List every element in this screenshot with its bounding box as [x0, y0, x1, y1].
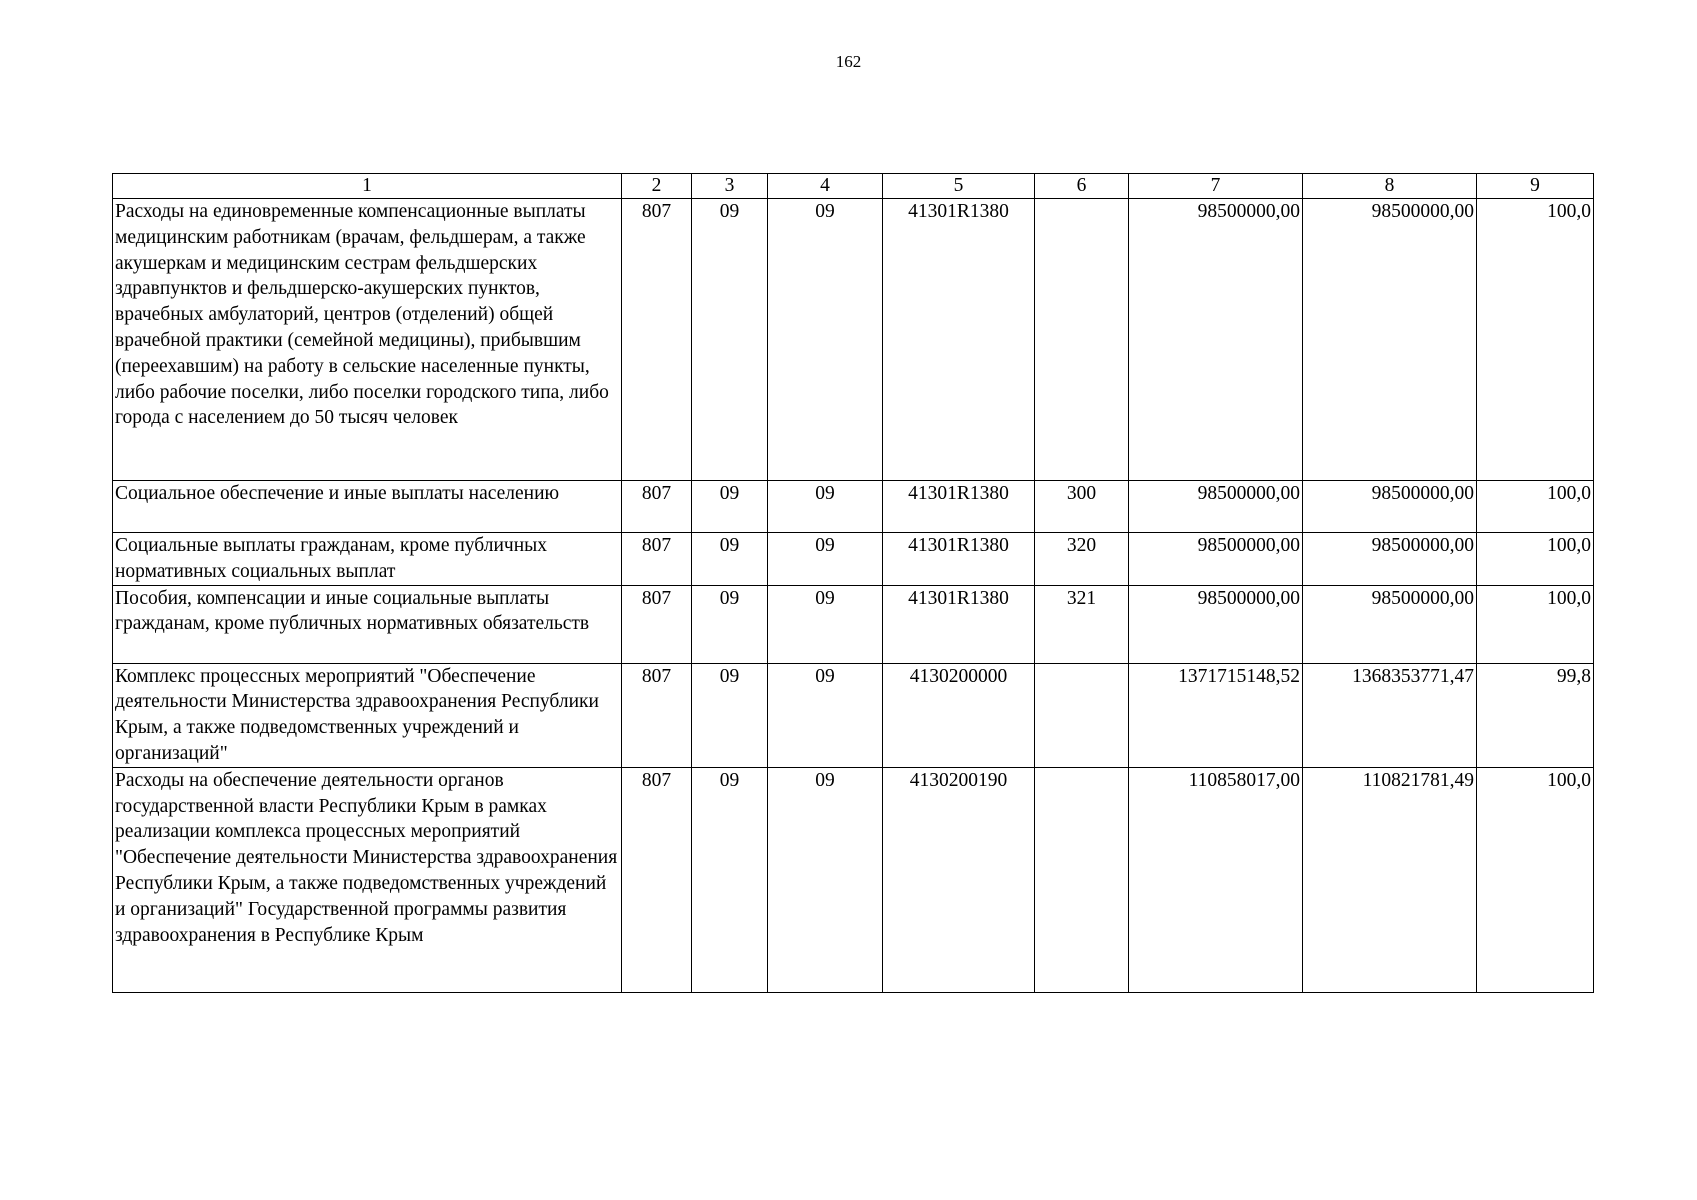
row-section: 09 [692, 199, 768, 481]
page-number: 162 [835, 52, 862, 71]
row-planned: 98500000,00 [1129, 199, 1303, 481]
header-cell: 9 [1477, 174, 1594, 199]
row-code: 807 [622, 663, 692, 767]
row-expense-type [1035, 767, 1129, 992]
row-target-item: 41301R1380 [883, 199, 1035, 481]
table-row [113, 481, 1594, 533]
row-executed: 110821781,49 [1303, 767, 1477, 992]
row-expense-type: 320 [1035, 533, 1129, 586]
row-code: 807 [622, 533, 692, 586]
row-executed: 98500000,00 [1303, 199, 1477, 481]
row-target-item: 4130200190 [883, 767, 1035, 992]
header-cell: 2 [622, 174, 692, 199]
row-code: 807 [622, 481, 692, 533]
row-code: 807 [622, 767, 692, 992]
header-cell: 1 [113, 174, 622, 199]
row-executed: 98500000,00 [1303, 481, 1477, 533]
row-subsection: 09 [768, 481, 883, 533]
header-cell: 3 [692, 174, 768, 199]
row-percent: 99,8 [1477, 663, 1594, 767]
table-row [113, 663, 1594, 767]
row-subsection: 09 [768, 663, 883, 767]
row-target-item: 41301R1380 [883, 481, 1035, 533]
row-planned: 98500000,00 [1129, 533, 1303, 586]
row-executed: 98500000,00 [1303, 533, 1477, 586]
table-row [113, 767, 1594, 992]
header-cell: 5 [883, 174, 1035, 199]
table-row [113, 585, 1594, 663]
row-section: 09 [692, 585, 768, 663]
row-code: 807 [622, 199, 692, 481]
header-cell: 4 [768, 174, 883, 199]
header-row [113, 174, 1594, 199]
row-target-item: 41301R1380 [883, 585, 1035, 663]
row-section: 09 [692, 533, 768, 586]
table-row [113, 533, 1594, 586]
header-cell: 7 [1129, 174, 1303, 199]
row-executed: 1368353771,47 [1303, 663, 1477, 767]
row-name: Расходы на единовременные компенсационные выплаты медицинским работникам (врачам, фельдшерам, а также акушеркам и медицинским сестрам фельдшерских здравпунктов и фельдшерско-акушерских пунктов, врачебных амбулаторий, центров (отделений) общей врачебной практики (семейной медицины), прибывшим (переехавшим) на работу в сельские населенные пункты, либо рабочие поселки, либо поселки городского типа, либо города с населением до 50 тысяч человек [113, 199, 622, 481]
row-name: Социальные выплаты гражданам, кроме публичных нормативных социальных выплат [113, 533, 622, 586]
row-planned: 1371715148,52 [1129, 663, 1303, 767]
row-name: Расходы на обеспечение деятельности органов государственной власти Республики Крым в рамках реализации комплекса процессных мероприятий "Обеспечение деятельности Министерства здравоохранения Республики Крым, а также подведомственных учреждений и организаций" Государственной программы развития здравоохранения в Республике Крым [113, 767, 622, 992]
row-executed: 98500000,00 [1303, 585, 1477, 663]
row-expense-type [1035, 663, 1129, 767]
row-expense-type: 300 [1035, 481, 1129, 533]
row-percent: 100,0 [1477, 585, 1594, 663]
row-planned: 110858017,00 [1129, 767, 1303, 992]
row-section: 09 [692, 767, 768, 992]
row-planned: 98500000,00 [1129, 585, 1303, 663]
row-subsection: 09 [768, 585, 883, 663]
header-cell: 8 [1303, 174, 1477, 199]
row-expense-type: 321 [1035, 585, 1129, 663]
row-subsection: 09 [768, 767, 883, 992]
row-section: 09 [692, 663, 768, 767]
row-percent: 100,0 [1477, 767, 1594, 992]
row-subsection: 09 [768, 533, 883, 586]
row-percent: 100,0 [1477, 481, 1594, 533]
row-name: Социальное обеспечение и иные выплаты населению [113, 481, 622, 533]
row-name: Пособия, компенсации и иные социальные выплаты гражданам, кроме публичных нормативных обязательств [113, 585, 622, 663]
header-cell: 6 [1035, 174, 1129, 199]
row-code: 807 [622, 585, 692, 663]
row-percent: 100,0 [1477, 533, 1594, 586]
row-section: 09 [692, 481, 768, 533]
row-target-item: 41301R1380 [883, 533, 1035, 586]
row-subsection: 09 [768, 199, 883, 481]
row-percent: 100,0 [1477, 199, 1594, 481]
budget-table [112, 173, 1594, 993]
row-target-item: 4130200000 [883, 663, 1035, 767]
row-planned: 98500000,00 [1129, 481, 1303, 533]
row-name: Комплекс процессных мероприятий "Обеспечение деятельности Министерства здравоохранения Республики Крым, а также подведомственных учреждений и организаций" [113, 663, 622, 767]
table-row [113, 199, 1594, 481]
row-expense-type [1035, 199, 1129, 481]
